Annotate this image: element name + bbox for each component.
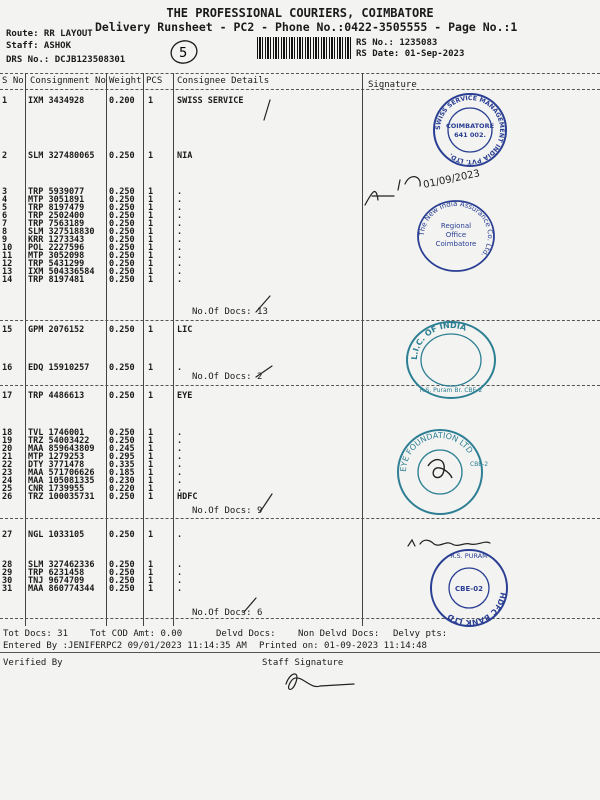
- row-pcs: 1: [148, 275, 154, 285]
- row-consignee: .: [177, 476, 183, 486]
- row-consignment: KRR 1273343: [28, 235, 85, 245]
- row-pcs: 1: [148, 436, 154, 446]
- row-sno: 23: [2, 468, 13, 478]
- row-pcs: 1: [148, 568, 154, 578]
- row-weight: 0.250: [109, 530, 135, 540]
- row-weight: 0.230: [109, 476, 135, 486]
- row-weight: 0.250: [109, 251, 135, 261]
- row-pcs: 1: [148, 363, 154, 373]
- row-pcs: 1: [148, 492, 154, 502]
- nia-center-1: Regional: [440, 222, 472, 230]
- row-sno: 8: [2, 227, 8, 237]
- row-weight: 0.250: [109, 492, 135, 502]
- row-consignee: .: [177, 436, 183, 446]
- col-pcs: PCS: [146, 76, 163, 86]
- row-weight: 0.250: [109, 195, 135, 205]
- row-pcs: 1: [148, 203, 154, 213]
- row-sno: 19: [2, 436, 13, 446]
- row-sno: 22: [2, 460, 13, 470]
- row-consignment: SLM 327518830: [28, 227, 95, 237]
- row-sno: 10: [2, 243, 13, 253]
- row-pcs: 1: [148, 243, 154, 253]
- row-pcs: 1: [148, 576, 154, 586]
- row-sno: 14: [2, 275, 13, 285]
- row-weight: 0.250: [109, 576, 135, 586]
- row-consignment: TVL 1746001: [28, 428, 85, 438]
- row-sno: 9: [2, 235, 8, 245]
- row-consignee: LIC: [177, 325, 193, 335]
- row-consignee: .: [177, 576, 183, 586]
- row-sno: 2: [2, 151, 8, 161]
- row-pcs: 1: [148, 484, 154, 494]
- printed-on: Printed on: 01-09-2023 11:14:48: [259, 641, 427, 651]
- row-weight: 0.250: [109, 235, 135, 245]
- hdfc-center: CBE-02: [455, 585, 483, 593]
- row-pcs: 1: [148, 211, 154, 221]
- row-consignment: MAA 859643809: [28, 444, 95, 454]
- row-consignment: IXM 504336584: [28, 267, 95, 277]
- col-sno: S No: [2, 76, 24, 86]
- nia-handwritten-date: 01/09/2023: [422, 168, 482, 191]
- svg-text:HDFC BANK LTD: [446, 592, 508, 627]
- row-consignee: NIA: [177, 151, 193, 161]
- row-weight: 0.250: [109, 203, 135, 213]
- nia-ring-text: The New India Assurance Co. Ltd.: [417, 199, 495, 259]
- row-consignee: .: [177, 219, 183, 229]
- row-weight: 0.335: [109, 460, 135, 470]
- row-consignment: SLM 327462336: [28, 560, 95, 570]
- col-signature: Signature: [368, 80, 417, 90]
- row-sno: 31: [2, 584, 13, 594]
- row-pcs: 1: [148, 187, 154, 197]
- nia-center-3: Coimbatore: [435, 240, 477, 248]
- svg-text:L.I.C. OF INDIA: [410, 321, 468, 360]
- staff-signature-label: Staff Signature: [262, 658, 344, 668]
- row-consignee: .: [177, 259, 183, 269]
- eye-side: CBE-2: [470, 461, 489, 468]
- row-pcs: 1: [148, 325, 154, 335]
- row-consignee: .: [177, 560, 183, 570]
- staff-label: Staff: ASHOK: [6, 41, 72, 51]
- row-sno: 25: [2, 484, 13, 494]
- hdfc-ring-text: HDFC BANK LTD: [445, 591, 508, 628]
- delivery-points: Delvy pts:: [393, 629, 448, 639]
- row-consignee: .: [177, 187, 183, 197]
- row-pcs: 1: [148, 96, 154, 106]
- row-consignment: TRP 6231458: [28, 568, 85, 578]
- row-consignee: .: [177, 211, 183, 221]
- row-sno: 29: [2, 568, 13, 578]
- row-consignment: TRP 8197481: [28, 275, 85, 285]
- row-consignment: MTP 3052098: [28, 251, 85, 261]
- row-weight: 0.250: [109, 275, 135, 285]
- row-weight: 0.250: [109, 219, 135, 229]
- route-label: Route: RR LAYOUT: [6, 29, 93, 39]
- row-sno: 6: [2, 211, 8, 221]
- row-consignee: .: [177, 568, 183, 578]
- row-sno: 28: [2, 560, 13, 570]
- row-pcs: 1: [148, 391, 154, 401]
- row-pcs: 1: [148, 267, 154, 277]
- row-consignee: .: [177, 275, 183, 285]
- row-weight: 0.250: [109, 568, 135, 578]
- row-sno: 27: [2, 530, 13, 540]
- row-pcs: 1: [148, 584, 154, 594]
- row-consignment: TRP 5431299: [28, 259, 85, 269]
- verified-by: Verified By: [3, 658, 63, 668]
- row-consignment: TRZ 100035731: [28, 492, 95, 502]
- lic-branch: R.S. Puram Br. CBE-2: [419, 387, 483, 394]
- row-sno: 16: [2, 363, 13, 373]
- swiss-pin: 641 002.: [454, 131, 486, 139]
- group-total: No.Of Docs: 6: [192, 608, 263, 618]
- row-sno: 21: [2, 452, 13, 462]
- row-consignment: MAA 105081335: [28, 476, 95, 486]
- row-sno: 17: [2, 391, 13, 401]
- row-sno: 12: [2, 259, 13, 269]
- row-sno: 15: [2, 325, 13, 335]
- lic-ring-text: L.I.C. OF INDIA: [409, 320, 468, 361]
- row-sno: 30: [2, 576, 13, 586]
- row-consignment: MAA 571706626: [28, 468, 95, 478]
- row-consignment: MTP 3051891: [28, 195, 85, 205]
- row-consignment: GPM 2076152: [28, 325, 85, 335]
- swiss-ring-text: SWISS SERVICE MANAGEMENT INDIA PVT. LTD.: [434, 94, 506, 166]
- row-consignment: TNJ 9674709: [28, 576, 85, 586]
- row-weight: 0.220: [109, 484, 135, 494]
- row-weight: 0.245: [109, 444, 135, 454]
- col-consignment: Consignment No: [30, 76, 106, 86]
- row-pcs: 1: [148, 219, 154, 229]
- row-consignee: .: [177, 243, 183, 253]
- row-pcs: 1: [148, 259, 154, 269]
- row-pcs: 1: [148, 444, 154, 454]
- nia-center-2: Office: [445, 231, 467, 239]
- row-pcs: 1: [148, 460, 154, 470]
- nia-stamp: [412, 196, 502, 276]
- row-pcs: 1: [148, 452, 154, 462]
- row-weight: 0.250: [109, 243, 135, 253]
- row-consignee: .: [177, 530, 183, 540]
- row-weight: 0.250: [109, 363, 135, 373]
- row-weight: 0.250: [109, 187, 135, 197]
- row-consignee: .: [177, 203, 183, 213]
- rs-date: RS Date: 01-Sep-2023: [356, 49, 465, 59]
- row-sno: 11: [2, 251, 13, 261]
- row-consignee: .: [177, 428, 183, 438]
- row-sno: 3: [2, 187, 8, 197]
- row-sno: 18: [2, 428, 13, 438]
- eye-foundation-stamp: [394, 426, 494, 516]
- swiss-service-stamp: [430, 90, 510, 170]
- row-consignment: SLM 327480065: [28, 151, 95, 161]
- row-consignee: .: [177, 195, 183, 205]
- row-consignment: TRP 2502400: [28, 211, 85, 221]
- row-sno: 5: [2, 203, 8, 213]
- row-consignee: .: [177, 235, 183, 245]
- delivered-docs: Delvd Docs:: [216, 629, 276, 639]
- swiss-city: COIMBATORE: [445, 122, 495, 130]
- row-consignee: SWISS SERVICE: [177, 96, 244, 106]
- runsheet-subtitle: Delivery Runsheet - PC2 - Phone No.:0422-3505555 - Page No.:1: [95, 20, 518, 34]
- row-pcs: 1: [148, 428, 154, 438]
- total-docs: Tot Docs: 31: [3, 629, 69, 639]
- col-consignee: Consignee Details: [177, 76, 270, 86]
- row-consignment: TRP 5939077: [28, 187, 85, 197]
- row-weight: 0.250: [109, 259, 135, 269]
- row-pcs: 1: [148, 235, 154, 245]
- row-weight: 0.250: [109, 391, 135, 401]
- row-weight: 0.200: [109, 96, 135, 106]
- lic-stamp: [403, 320, 503, 400]
- row-consignee: .: [177, 444, 183, 454]
- row-consignee: .: [177, 452, 183, 462]
- row-consignee: .: [177, 584, 183, 594]
- row-weight: 0.250: [109, 428, 135, 438]
- eye-ring-text: EYE FOUNDATION LTD: [398, 430, 475, 473]
- company-title: THE PROFESSIONAL COURIERS, COIMBATORE: [166, 6, 434, 20]
- hdfc-top: R.S. PURAM: [450, 552, 488, 560]
- row-consignment: TRP 4486613: [28, 391, 85, 401]
- row-consignment: EDQ 15910257: [28, 363, 90, 373]
- row-pcs: 1: [148, 468, 154, 478]
- group-total: No.Of Docs: 9: [192, 506, 263, 516]
- row-weight: 0.250: [109, 151, 135, 161]
- row-pcs: 1: [148, 530, 154, 540]
- row-sno: 1: [2, 96, 8, 106]
- row-consignment: POL 2227596: [28, 243, 85, 253]
- row-sno: 26: [2, 492, 13, 502]
- row-consignee: .: [177, 468, 183, 478]
- rs-number: RS No.: 1235083: [356, 38, 438, 48]
- row-pcs: 1: [148, 151, 154, 161]
- row-consignment: NGL 1033105: [28, 530, 85, 540]
- row-pcs: 1: [148, 195, 154, 205]
- row-weight: 0.250: [109, 227, 135, 237]
- row-pcs: 1: [148, 251, 154, 261]
- row-weight: 0.250: [109, 436, 135, 446]
- row-sno: 20: [2, 444, 13, 454]
- row-sno: 13: [2, 267, 13, 277]
- row-weight: 0.250: [109, 584, 135, 594]
- row-consignment: TRZ 54003422: [28, 436, 90, 446]
- row-consignment: TRP 8197479: [28, 203, 85, 213]
- row-weight: 0.250: [109, 267, 135, 277]
- row-pcs: 1: [148, 476, 154, 486]
- group-total: No.Of Docs: 13: [192, 307, 268, 317]
- row-consignee: .: [177, 251, 183, 261]
- row-consignee: EYE: [177, 391, 193, 401]
- drs-number: DRS No.: DCJB123508301: [6, 55, 126, 65]
- svg-text:SWISS SERVICE MANAGEMENT INDIA: [435, 95, 505, 165]
- row-consignee: .: [177, 267, 183, 277]
- row-sno: 7: [2, 219, 8, 229]
- entered-by: Entered By :JENIFERPC2 09/01/2023 11:14:35 AM: [3, 641, 247, 651]
- row-weight: 0.250: [109, 560, 135, 570]
- group-total: No.Of Docs: 2: [192, 372, 263, 382]
- row-consignee: .: [177, 460, 183, 470]
- row-weight: 0.250: [109, 211, 135, 221]
- row-sno: 24: [2, 476, 13, 486]
- row-consignee: HDFC: [177, 492, 198, 502]
- row-sno: 4: [2, 195, 8, 205]
- row-consignment: IXM 3434928: [28, 96, 85, 106]
- hdfc-stamp: [425, 546, 515, 630]
- row-consignee: .: [177, 227, 183, 237]
- row-pcs: 1: [148, 560, 154, 570]
- non-delivered-docs: Non Delvd Docs:: [298, 629, 380, 639]
- row-consignment: MTP 1279253: [28, 452, 85, 462]
- row-consignment: CNR 1739955: [28, 484, 85, 494]
- row-consignment: TRP 7563189: [28, 219, 85, 229]
- row-weight: 0.185: [109, 468, 135, 478]
- row-consignee: .: [177, 363, 183, 373]
- row-consignee: .: [177, 484, 183, 494]
- row-weight: 0.295: [109, 452, 135, 462]
- row-weight: 0.250: [109, 325, 135, 335]
- col-weight: Weight: [109, 76, 142, 86]
- row-consignment: DTY 3771478: [28, 460, 85, 470]
- row-consignment: MAA 860774344: [28, 584, 95, 594]
- total-cod: Tot COD Amt: 0.00: [90, 629, 183, 639]
- row-pcs: 1: [148, 227, 154, 237]
- circled-number: 5: [179, 46, 188, 61]
